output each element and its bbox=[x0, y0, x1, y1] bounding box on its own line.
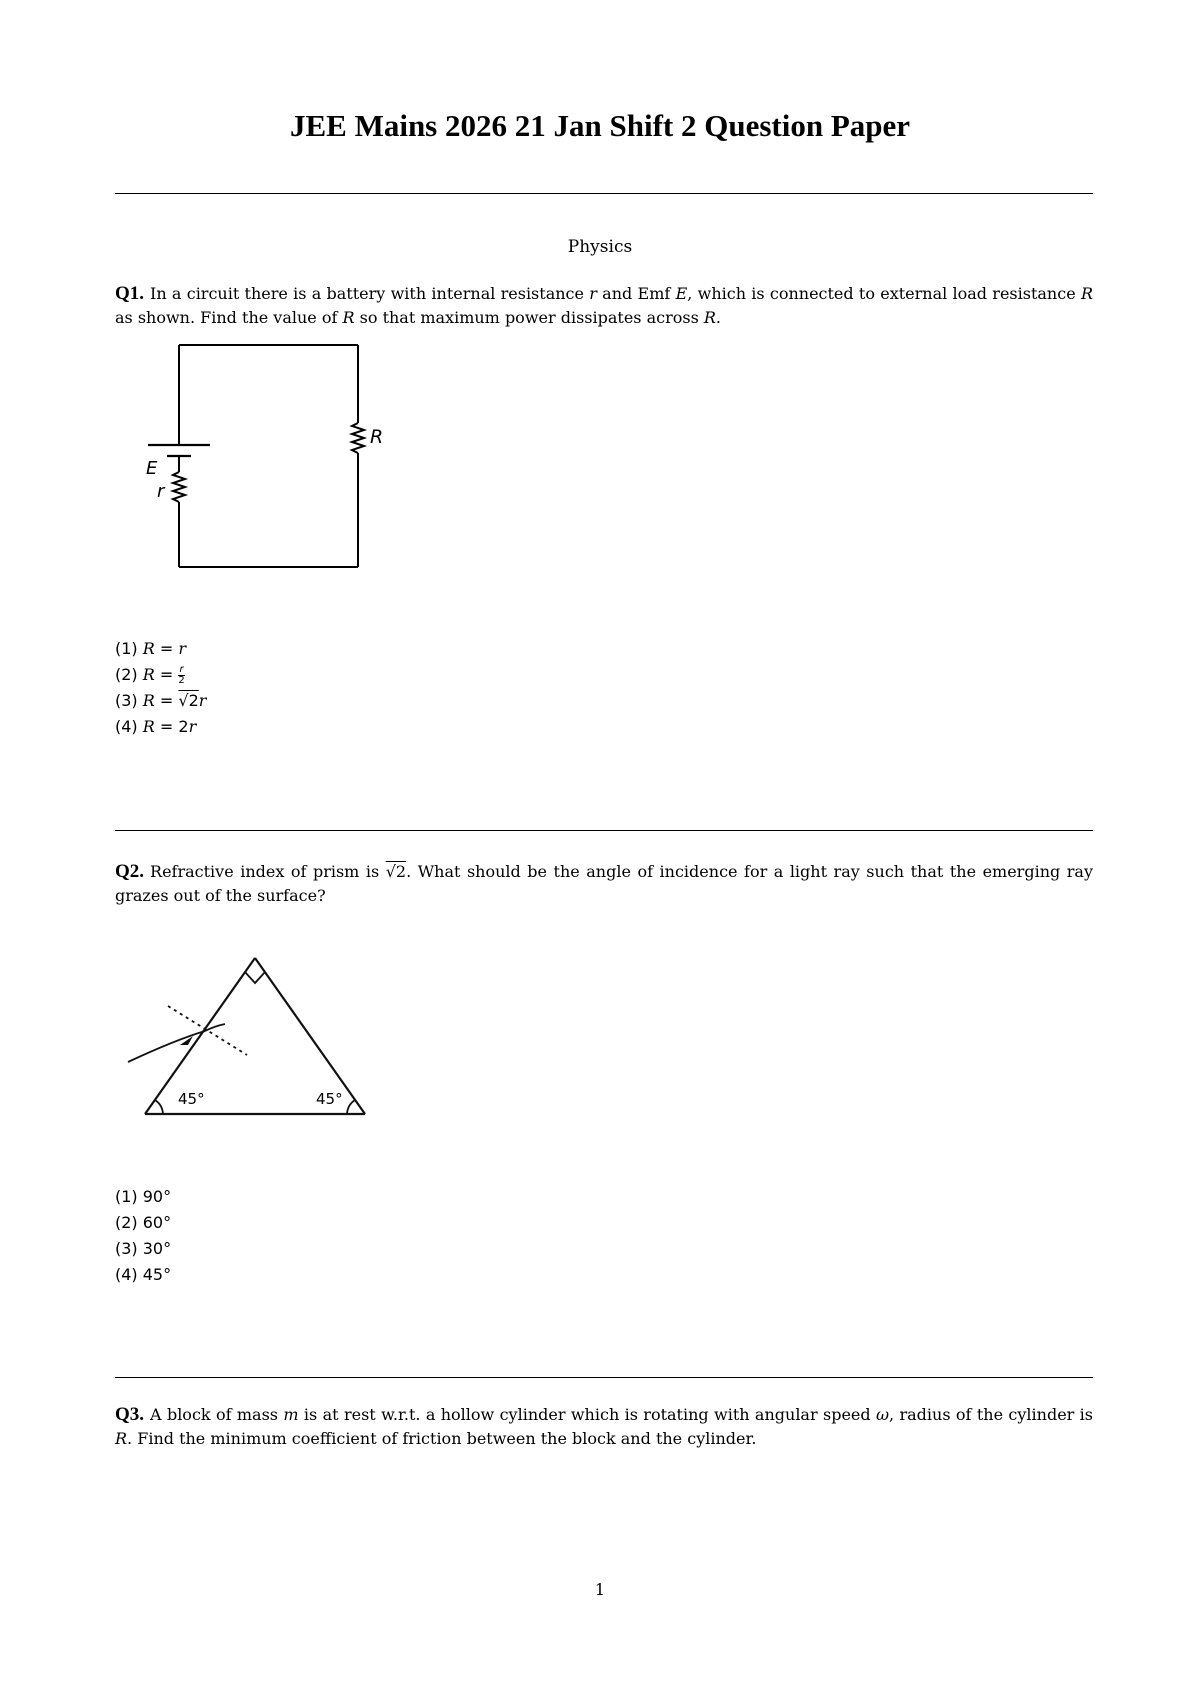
internal-resistor bbox=[173, 472, 185, 502]
option-1: (1) R = r bbox=[115, 639, 187, 658]
prism-right-face bbox=[255, 958, 365, 1114]
question-number: Q3. bbox=[115, 1404, 145, 1425]
question-2-options bbox=[115, 1184, 171, 1288]
option-3: (3) 30° bbox=[115, 1239, 172, 1258]
option-4: (4) R = 2r bbox=[115, 717, 197, 736]
option-4: (4) 45° bbox=[115, 1265, 172, 1284]
left-angle-arc bbox=[155, 1100, 163, 1114]
question-number: Q1. bbox=[115, 283, 145, 304]
question-1-options bbox=[115, 636, 206, 740]
option-2: (2) 60° bbox=[115, 1213, 172, 1232]
right-angle-label: 45° bbox=[316, 1090, 343, 1108]
question-2: Q2. Refractive index of prism is √2. What should be the angle of incidence for a light ray such that the emerging ray grazes out of the surface? bbox=[115, 861, 1093, 905]
question-3: Q3. A block of mass m is at rest w.r.t. a hollow cylinder which is rotating with angular speed ω, radius of the cylinder is R. Find the minimum coefficient of friction between the block and the cylinder. bbox=[115, 1404, 1094, 1448]
question-divider-2 bbox=[115, 1377, 1093, 1378]
option-2: (2) R = $\frac{r}{2}$ bbox=[115, 664, 185, 686]
question-1: Q1. In a circuit there is a battery with internal resistance r and Emf E, which is connected to external load resistance R as shown. Find the value of R so that maximum power dissipates across R. bbox=[115, 283, 1093, 327]
emf-label: E bbox=[146, 458, 158, 479]
load-resistor bbox=[352, 423, 364, 453]
option-3: (3) R = √2r bbox=[115, 691, 207, 710]
page-title: JEE Mains 2026 21 Jan Shift 2 Question Paper bbox=[289, 108, 911, 143]
page-number: 1 bbox=[594, 1580, 606, 1599]
apex-right-angle-mark bbox=[245, 972, 265, 983]
prism-diagram bbox=[120, 950, 380, 1135]
load-label: R bbox=[370, 426, 384, 448]
question-divider-1 bbox=[115, 830, 1093, 831]
circuit-diagram bbox=[130, 335, 410, 575]
title-divider bbox=[115, 193, 1093, 194]
internal-resistance-label: r bbox=[157, 481, 165, 502]
left-angle-label: 45° bbox=[178, 1090, 205, 1108]
section-heading: Physics bbox=[567, 237, 633, 257]
fraction: $\frac{r}{2}$ bbox=[178, 664, 185, 686]
question-number: Q2. bbox=[115, 861, 145, 882]
option-1: (1) 90° bbox=[115, 1187, 172, 1206]
right-angle-arc bbox=[347, 1100, 355, 1114]
